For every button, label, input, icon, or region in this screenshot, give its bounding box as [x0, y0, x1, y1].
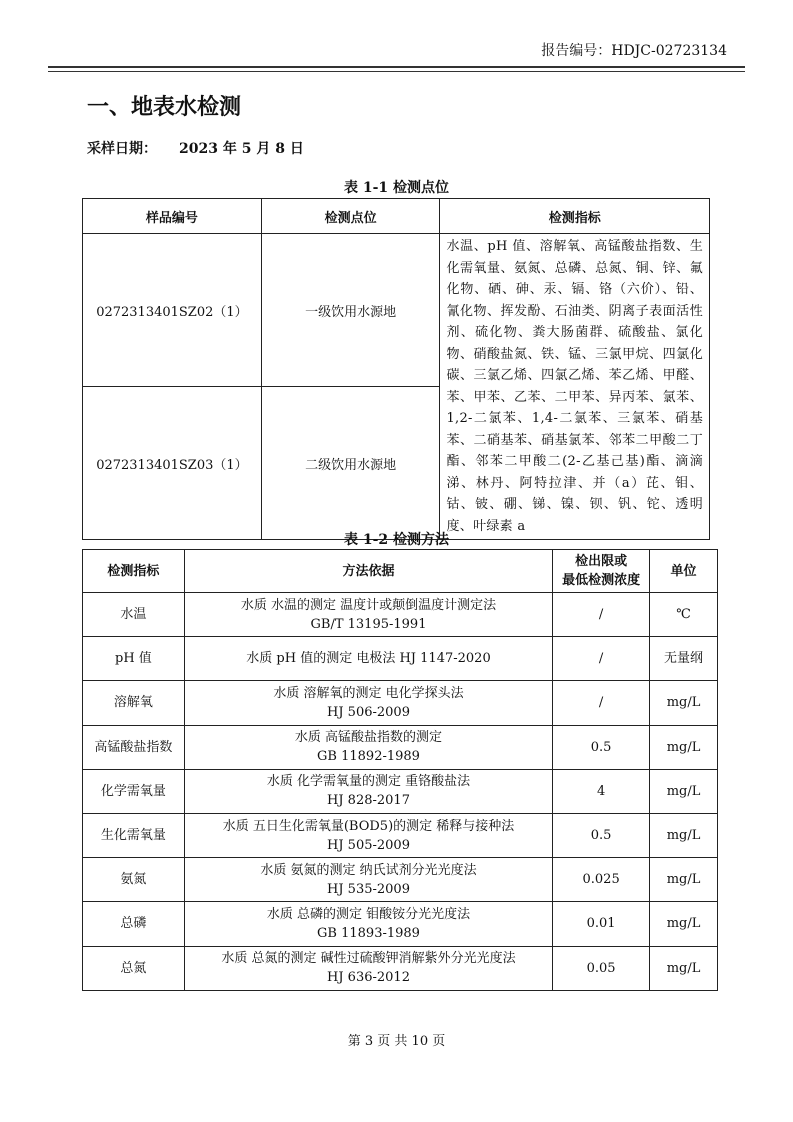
limit-cell: 0.025: [553, 858, 650, 902]
col-header-indicator: 检测指标: [83, 550, 185, 593]
method-cell: [184, 813, 552, 857]
monitoring-points-table: [82, 198, 710, 540]
method-standard: HJ 828-2017: [327, 793, 410, 809]
unit-cell: mg/L: [650, 725, 718, 769]
limit-header-line2: 最低检测浓度: [562, 573, 641, 588]
method-name: 水质 总氮的测定 碱性过硫酸钾消解紫外分光光度法: [221, 951, 516, 967]
col-header-method: 方法依据: [184, 550, 552, 593]
method-name: 水质 五日生化需氧量(BOD5)的测定 稀释与接种法: [222, 818, 515, 834]
method-cell: [184, 858, 552, 902]
limit-cell: /: [553, 637, 650, 681]
method-standard: HJ 505-2009: [327, 837, 410, 853]
col-header-limit: [553, 550, 650, 593]
table-row: [83, 681, 718, 725]
location-cell: 二级饮用水源地: [261, 387, 440, 540]
method-name: 水质 总磷的测定 钼酸铵分光光度法: [266, 906, 471, 922]
limit-cell: 0.5: [553, 725, 650, 769]
method-name: 水质 化学需氧量的测定 重铬酸盐法: [266, 774, 471, 790]
detection-methods-table: [82, 549, 718, 991]
method-cell: [184, 725, 552, 769]
method-cell: [184, 902, 552, 946]
table1-caption: 表 1-1 检测点位: [343, 180, 450, 196]
sampling-date-value: 2023 年 5 月 8 日: [179, 141, 304, 157]
unit-cell: 无量纲: [650, 637, 718, 681]
limit-cell: 0.05: [553, 946, 650, 990]
table-row: [83, 902, 718, 946]
method-name: 水质 水温的测定 温度计或颠倒温度计测定法: [240, 597, 497, 613]
sampling-date-label: 采样日期：: [87, 141, 157, 157]
limit-cell: 4: [553, 769, 650, 813]
table-header-row: [83, 199, 710, 234]
report-number: 报告编号：HDJC-02723134: [541, 43, 727, 59]
indicator-cell: 氨氮: [83, 858, 185, 902]
method-name: 水质 溶解氧的测定 电化学探头法: [273, 685, 464, 701]
method-name: 水质 高锰酸盐指数的测定: [294, 730, 443, 746]
page-footer: 第 3 页 共 10 页: [347, 1034, 446, 1049]
method-standard: HJ 636-2012: [327, 970, 410, 986]
unit-cell: ℃: [650, 593, 718, 637]
limit-cell: /: [553, 681, 650, 725]
unit-cell: mg/L: [650, 681, 718, 725]
table-row: [83, 946, 718, 990]
table-row: [83, 234, 710, 387]
method-cell: [184, 637, 552, 681]
indicator-cell: 水温: [83, 593, 185, 637]
table-row: [83, 725, 718, 769]
col-header-sample-code: 样品编号: [83, 199, 262, 234]
indicator-cell: pH 值: [83, 637, 185, 681]
method-name: 水质 pH 值的测定 电极法 HJ 1147-2020: [246, 651, 491, 667]
indicator-cell: 总氮: [83, 946, 185, 990]
table-header-row: [83, 550, 718, 593]
method-cell: [184, 769, 552, 813]
method-cell: [184, 946, 552, 990]
method-standard: HJ 535-2009: [327, 881, 410, 897]
limit-cell: /: [553, 593, 650, 637]
table-row: [83, 593, 718, 637]
method-standard: HJ 506-2009: [327, 704, 410, 720]
method-cell: [184, 681, 552, 725]
table-row: [83, 637, 718, 681]
section-title: 一、地表水检测: [87, 95, 242, 120]
unit-cell: mg/L: [650, 858, 718, 902]
indicator-cell: 生化需氧量: [83, 813, 185, 857]
table2-caption: 表 1-2 检测方法: [343, 532, 450, 548]
method-standard: GB/T 13195-1991: [310, 616, 427, 632]
method-standard: GB 11893-1989: [317, 925, 420, 941]
header-rule-top: [48, 66, 745, 68]
col-header-indicators: 检测指标: [440, 199, 710, 234]
indicator-cell: 化学需氧量: [83, 769, 185, 813]
indicator-cell: 溶解氧: [83, 681, 185, 725]
indicator-cell: 高锰酸盐指数: [83, 725, 185, 769]
header-rule-bottom: [48, 71, 745, 72]
method-name: 水质 氨氮的测定 纳氏试剂分光光度法: [260, 862, 477, 878]
sampling-date: [87, 138, 304, 158]
table-row: [83, 813, 718, 857]
sample-code-cell: 0272313401SZ02（1）: [83, 234, 262, 387]
col-header-unit: 单位: [650, 550, 718, 593]
table-row: [83, 858, 718, 902]
sample-code-cell: 0272313401SZ03（1）: [83, 387, 262, 540]
indicators-cell: 水温、pH 值、溶解氧、高锰酸盐指数、生化需氧量、氨氮、总磷、总氮、铜、锌、氟化物、硒、砷、汞、镉、铬（六价）、铅、氰化物、挥发酚、石油类、阴离子表面活性剂、硫化物、粪大肠菌群、硫酸盐、氯化物、硝酸盐氮、铁、锰、三氯甲烷、四氯化碳、三氯乙烯、四氯乙烯、苯乙烯、甲醛、苯、甲苯、乙苯、二甲苯、异丙苯、氯苯、1,2-二氯苯、1,4-二氯苯、三氯苯、硝基苯、二硝基苯、硝基氯苯、邻苯二甲酸二丁酯、邻苯二甲酸二(2-乙基己基)酯、滴滴涕、林丹、阿特拉津、并（a）芘、钼、钴、铍、硼、锑、镍、钡、钒、铊、透明度、叶绿素 a: [440, 234, 710, 540]
unit-cell: mg/L: [650, 813, 718, 857]
limit-header-line1: 检出限或: [575, 554, 628, 569]
location-cell: 一级饮用水源地: [261, 234, 440, 387]
table-row: [83, 769, 718, 813]
method-standard: GB 11892-1989: [317, 749, 420, 765]
limit-cell: 0.5: [553, 813, 650, 857]
unit-cell: mg/L: [650, 769, 718, 813]
col-header-location: 检测点位: [261, 199, 440, 234]
unit-cell: mg/L: [650, 946, 718, 990]
method-cell: [184, 593, 552, 637]
indicator-cell: 总磷: [83, 902, 185, 946]
limit-cell: 0.01: [553, 902, 650, 946]
unit-cell: mg/L: [650, 902, 718, 946]
